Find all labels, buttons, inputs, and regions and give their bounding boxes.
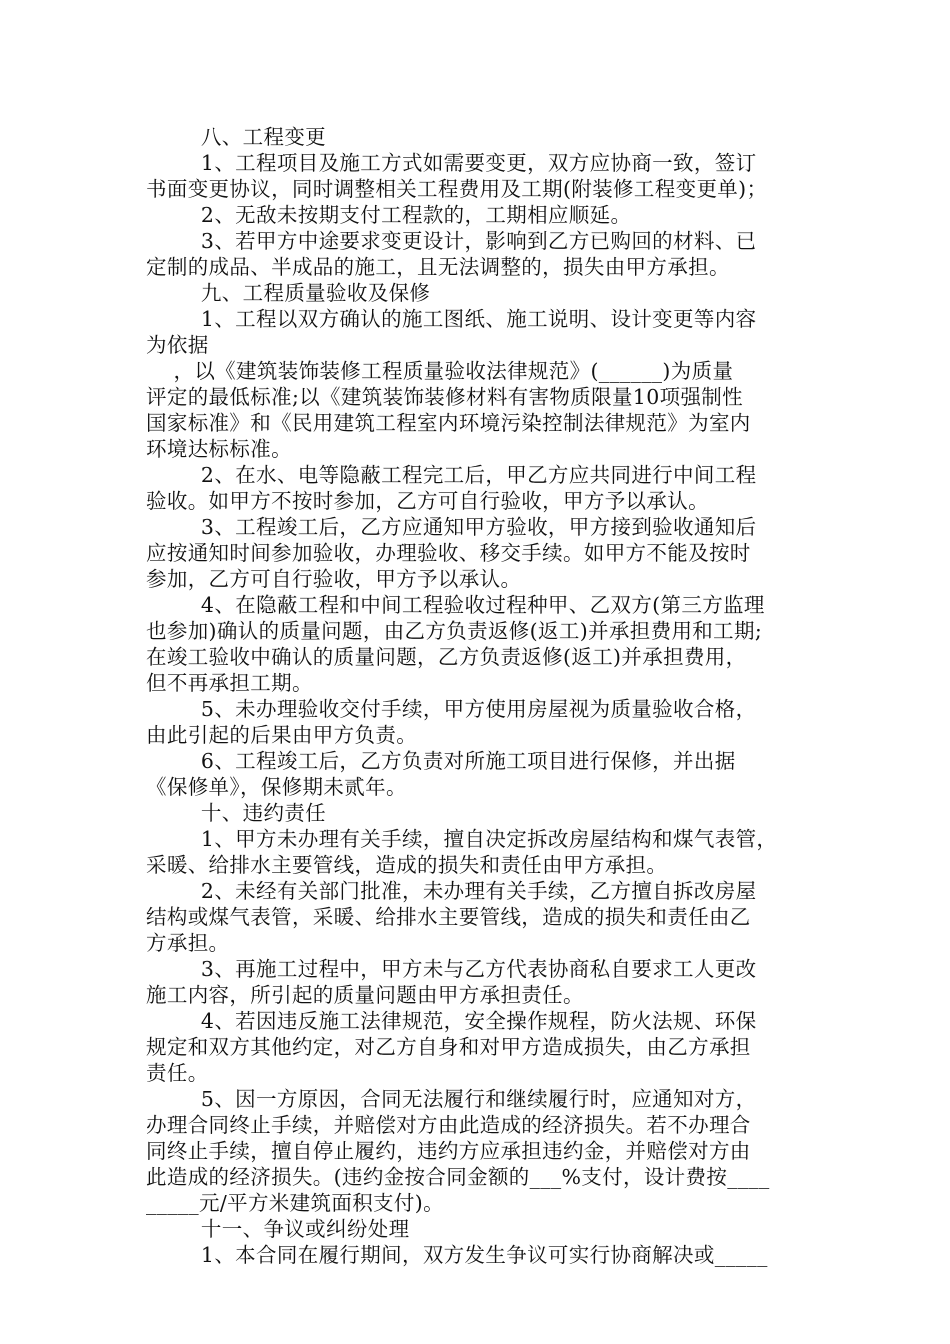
clause-text: 方承担。 (146, 931, 230, 955)
clause-text: 2、在水、电等隐蔽工程完工后，甲乙方应共同进行中间工程 (146, 463, 757, 487)
clause-text: 5、未办理验收交付手续，甲方使用房屋视为质量验收合格， (146, 697, 757, 721)
section-heading: 十一、争议或纠纷处理 (146, 1217, 410, 1241)
clause-text: 办理合同终止手续，并赔偿对方由此造成的经济损失。若不办理合 (146, 1113, 751, 1137)
clause-text: 施工内容，所引起的质量问题由甲方承担责任。 (146, 983, 584, 1007)
clause-text: 3、再施工过程中，甲方未与乙方代表协商私自要求工人更改 (146, 957, 757, 981)
clause-text: 由此引起的后果由甲方负责。 (146, 723, 418, 747)
clause-text: ，以《建筑装饰装修工程质量验收法律规范》(______)为质量 (146, 359, 734, 383)
section-heading: 八、工程变更 (146, 125, 327, 149)
clause-text: 环境达标标准。 (146, 437, 292, 461)
clause-text: 验收。如甲方不按时参加，乙方可自行验收，甲方予以承认。 (146, 489, 709, 513)
clause-text: 规定和双方其他约定，对乙方自身和对甲方造成损失，由乙方承担 (146, 1035, 751, 1059)
clause-text: 同终止手续，擅自停止履约，违约方应承担违约金，并赔偿对方由 (146, 1139, 751, 1163)
clause-text: 书面变更协议，同时调整相关工程费用及工期(附装修工程变更单)； (146, 177, 768, 201)
clause-text: 在竣工验收中确认的质量问题，乙方负责返修(返工)并承担费用， (146, 645, 747, 669)
clause-text: 结构或煤气表管，采暖、给排水主要管线，造成的损失和责任由乙 (146, 905, 751, 929)
clause-text: 1、工程以双方确认的施工图纸、施工说明、设计变更等内容 (146, 307, 757, 331)
clause-text: 4、在隐蔽工程和中间工程验收过程种甲、乙双方(第三方监理 (146, 593, 765, 617)
clause-text: 1、甲方未办理有关手续，擅自决定拆改房屋结构和煤气表管， (146, 827, 778, 851)
clause-text: 应按通知时间参加验收，办理验收、移交手续。如甲方不能及按时 (146, 541, 751, 565)
clause-text: 5、因一方原因，合同无法履行和继续履行时，应通知对方， (146, 1087, 757, 1111)
clause-text: 责任。 (146, 1061, 209, 1085)
clause-text: 3、若甲方中途要求变更设计，影响到乙方已购回的材料、已 (146, 229, 757, 253)
clause-text: 3、工程竣工后，乙方应通知甲方验收，甲方接到验收通知后 (146, 515, 757, 539)
clause-text: _____元/平方米建筑面积支付)。 (146, 1191, 444, 1215)
clause-text: 评定的最低标准;以《建筑装饰装修材料有害物质限量10项强制性 (146, 385, 743, 409)
clause-text: 《保修单》，保修期未贰年。 (146, 775, 407, 799)
section-heading: 十、违约责任 (146, 801, 327, 825)
clause-text: 国家标准》和《民用建筑工程室内环境污染控制法律规范》为室内 (146, 411, 751, 435)
clause-text: 1、本合同在履行期间，双方发生争议可实行协商解决或_____ (146, 1243, 768, 1267)
clause-text: 也参加)确认的质量问题，由乙方负责返修(返工)并承担费用和工期; (146, 619, 763, 643)
clause-text: 6、工程竣工后，乙方负责对所施工项目进行保修，并出据 (146, 749, 736, 773)
section-heading: 九、工程质量验收及保修 (146, 281, 431, 305)
clause-text: 此造成的经济损失。(违约金按合同金额的___%支付，设计费按____ (146, 1165, 770, 1189)
clause-text: 为依据 (146, 333, 209, 357)
clause-text: 采暖、给排水主要管线，造成的损失和责任由甲方承担。 (146, 853, 668, 877)
clause-text: 4、若因违反施工法律规范，安全操作规程，防火法规、环保 (146, 1009, 757, 1033)
clause-text: 参加，乙方可自行验收，甲方予以承认。 (146, 567, 522, 591)
clause-text: 2、无敌未按期支付工程款的，工期相应顺延。 (146, 203, 632, 227)
clause-text: 1、工程项目及施工方式如需要变更，双方应协商一致，签订 (146, 151, 757, 175)
clause-text: 但不再承担工期。 (146, 671, 313, 695)
clause-text: 定制的成品、半成品的施工，且无法调整的，损失由甲方承担。 (146, 255, 730, 279)
clause-text: 2、未经有关部门批准，未办理有关手续，乙方擅自拆改房屋 (146, 879, 757, 903)
